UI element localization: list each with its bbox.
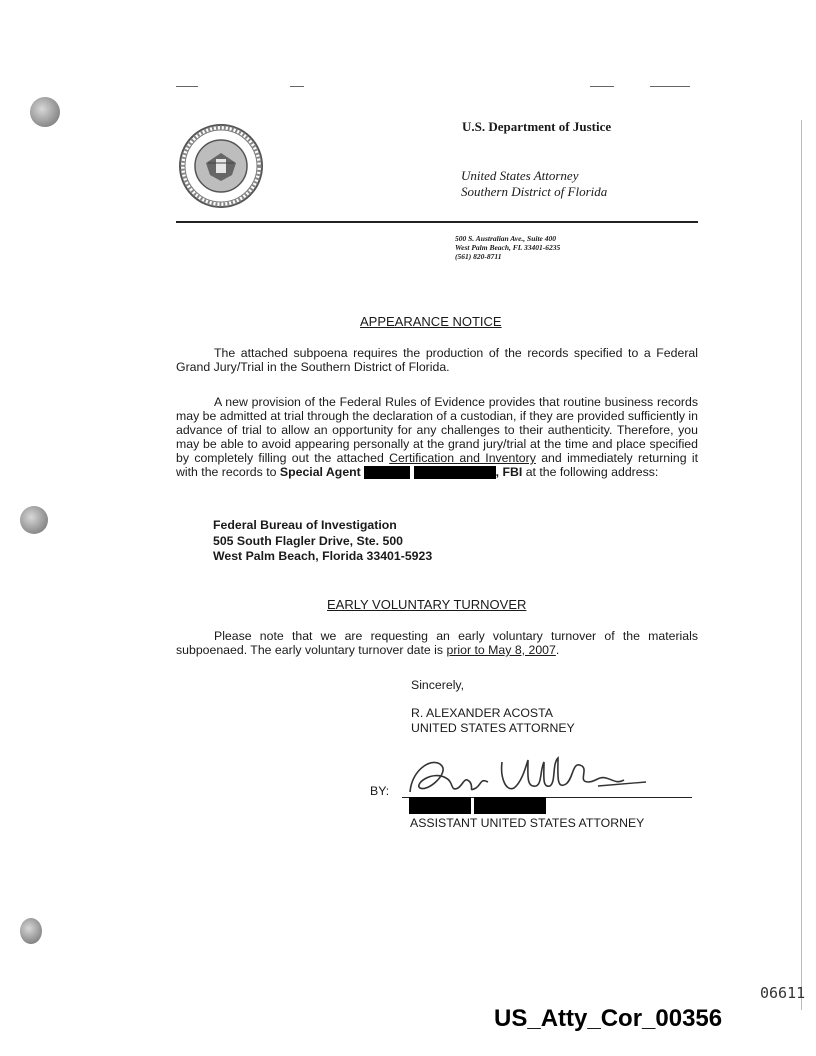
signatory-title: UNITED STATES ATTORNEY xyxy=(411,721,575,735)
certification-inventory-link: Certification and Inventory xyxy=(389,451,536,465)
punch-hole-bottom xyxy=(20,918,42,944)
address-line-1: 500 S. Australian Ave., Suite 400 xyxy=(455,234,556,243)
fbi-address-line-3: West Palm Beach, Florida 33401-5923 xyxy=(213,549,433,563)
appearance-paragraph-1 xyxy=(176,346,698,374)
redacted-signer-name-1 xyxy=(409,797,471,814)
para2-mid: and immediately returning it with the records to xyxy=(176,451,699,479)
para2-end: at the following address: xyxy=(525,465,659,479)
fbi-address-line-1: Federal Bureau of Investigation xyxy=(213,518,397,532)
special-agent-label: Special Agent xyxy=(279,465,361,479)
page-stamp: 06611 xyxy=(760,984,806,1002)
redacted-agent-name-2 xyxy=(414,466,496,479)
para1-text: The attached subpoena requires the production of the records specified to a Federal Grand Jury/Trial in the Southern District of Florida. xyxy=(176,346,698,374)
department-name: U.S. Department of Justice xyxy=(462,119,612,134)
scan-speck xyxy=(590,86,614,87)
turnover-paragraph xyxy=(176,629,698,657)
doj-seal-icon xyxy=(178,123,264,209)
scan-speck xyxy=(176,86,198,87)
scan-speck xyxy=(290,86,304,87)
address-line-3: (561) 820-8711 xyxy=(455,252,502,261)
fbi-address-line-2: 505 South Flagler Drive, Ste. 500 xyxy=(213,533,403,548)
fbi-address-block xyxy=(213,518,432,565)
address-line-2: West Palm Beach, FL 33401-6235 xyxy=(455,243,561,252)
turnover-period: . xyxy=(555,643,560,657)
handwritten-signature xyxy=(402,748,652,804)
letterhead-rule xyxy=(176,221,698,223)
fbi-label: , FBI xyxy=(495,465,523,479)
punch-hole-top xyxy=(30,97,60,127)
appearance-heading: APPEARANCE NOTICE xyxy=(360,314,502,329)
para2-main: A new provision of the Federal Rules of Evidence provides that routine business records may be admitted at trial through the declaration of a custodian, if they are provided sufficiently in advance of trial to allow an opportunity for any challenges to their authenticity. Therefore, you may be able to avoid appearing personally at the grand jury/trial at the time and place specified by completely filling out the attached xyxy=(176,395,699,465)
redacted-agent-name xyxy=(364,466,410,479)
turnover-date: prior to May 8, 2007 xyxy=(446,643,556,657)
appearance-paragraph-2 xyxy=(176,395,698,479)
turnover-heading: EARLY VOLUNTARY TURNOVER xyxy=(327,597,527,612)
by-label: BY: xyxy=(370,784,390,798)
turnover-text: Please note that we are requesting an early voluntary turnover of the materials subpoenaed. The early voluntary turnover date is xyxy=(176,629,698,657)
signatory-name: R. ALEXANDER ACOSTA xyxy=(411,706,553,720)
punch-hole-middle xyxy=(20,506,48,534)
bates-number: US_Atty_Cor_00356 xyxy=(494,1005,723,1032)
scan-edge-line xyxy=(801,120,802,1010)
office-line-2: Southern District of Florida xyxy=(461,184,608,199)
scan-speck xyxy=(650,86,690,87)
signer-title: ASSISTANT UNITED STATES ATTORNEY xyxy=(410,816,645,830)
sincerely: Sincerely, xyxy=(411,678,465,692)
office-line-1: United States Attorney xyxy=(461,168,579,183)
redacted-signer-name-2 xyxy=(474,797,546,814)
